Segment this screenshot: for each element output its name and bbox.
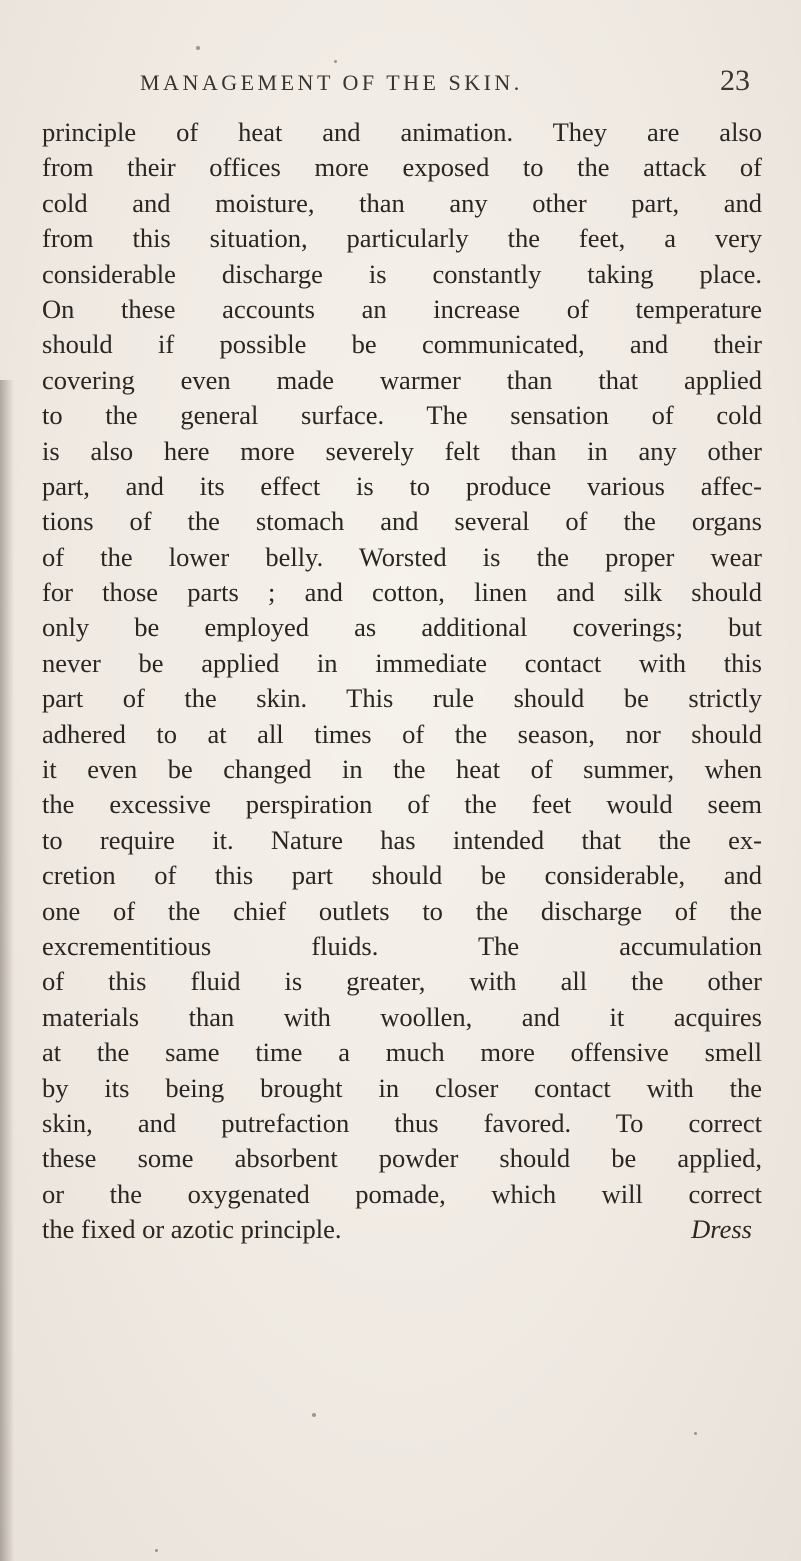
text-line: cretion of this part should be considerable, and [42, 860, 762, 891]
text-line: skin, and putrefaction thus favored. To correct [42, 1107, 762, 1138]
text-line: part, and its effect is to produce various affec- [42, 470, 762, 501]
final-line [42, 1212, 762, 1247]
paper-speck [334, 60, 337, 63]
catchword: Dress [691, 1214, 752, 1245]
text-line: principle of heat and animation. They are also [42, 117, 762, 147]
text-line: for those parts ; and cotton, linen and silk should [42, 577, 762, 608]
text-line: by its being brought in closer contact with the [42, 1072, 762, 1103]
text-line: to the general surface. The sensation of cold [42, 400, 762, 431]
text-line: to require it. Nature has intended that the ex- [42, 824, 762, 855]
text-line: covering even made warmer than that applied [42, 364, 762, 395]
text-line: cold and moisture, than any other part, and [42, 187, 762, 218]
text-line: only be employed as additional coverings; but [42, 612, 762, 643]
text-line: from their offices more exposed to the attack of [42, 152, 762, 183]
text-line: from this situation, particularly the feet, a very [42, 223, 762, 254]
paper-speck [155, 1549, 158, 1552]
text-line: these some absorbent powder should be applied, [42, 1143, 762, 1174]
paper-speck [312, 1413, 316, 1417]
text-line: excrementitious fluids. The accumulation [42, 930, 762, 961]
text-line: On these accounts an increase of temperature [42, 293, 762, 324]
text-line: should if possible be communicated, and their [42, 329, 762, 360]
paper-speck [196, 46, 200, 50]
text-line: or the oxygenated pomade, which will correct [42, 1178, 762, 1209]
text-line: adhered to at all times of the season, nor should [42, 718, 762, 749]
text-line: it even be changed in the heat of summer, when [42, 754, 762, 785]
text-line: never be applied in immediate contact with this [42, 647, 762, 678]
body-text [42, 115, 762, 1248]
running-title: MANAGEMENT OF THE SKIN. [140, 70, 523, 95]
text-line: considerable discharge is constantly taking place. [42, 258, 762, 289]
text-line: of this fluid is greater, with all the other [42, 966, 762, 997]
text-line: at the same time a much more offensive smell [42, 1037, 762, 1068]
text-line: one of the chief outlets to the discharge of the [42, 895, 762, 926]
text-line: is also here more severely felt than in any other [42, 435, 762, 466]
binding-shadow [0, 380, 14, 1561]
paper-speck [694, 1432, 697, 1435]
running-head [140, 64, 750, 104]
page-number: 23 [720, 64, 750, 97]
text-line: materials than with woollen, and it acquires [42, 1001, 762, 1032]
text-line: part of the skin. This rule should be strictly [42, 683, 762, 714]
text-line: the excessive perspiration of the feet would seem [42, 789, 762, 820]
text-line: tions of the stomach and several of the organs [42, 506, 762, 537]
final-line-text: the fixed or azotic principle. [42, 1214, 342, 1245]
text-line: of the lower belly. Worsted is the proper wear [42, 541, 762, 572]
